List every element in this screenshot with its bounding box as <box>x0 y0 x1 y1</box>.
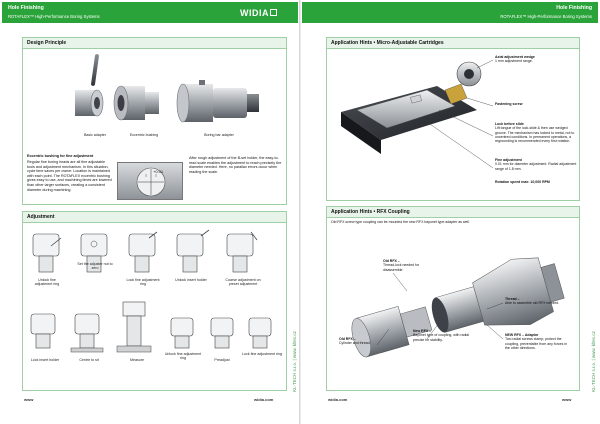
widia-logo-text: WIDIA <box>240 8 269 18</box>
note-rotation-speed-body: Rotation speed max: 10,000 RPM <box>495 180 550 184</box>
eccentric-bushing-part <box>114 86 159 120</box>
right-footer-right: www <box>562 397 572 402</box>
dial-scale-graphic <box>118 163 184 201</box>
adjustment-panel <box>22 211 287 391</box>
step-caption-6: Lock insert holder <box>30 358 60 362</box>
cartridges-title: Application Hints • Micro-Adjustable Cartridges <box>331 40 444 46</box>
label-old-rfx-thread-body: Thread-lock needed for disassemble. <box>383 263 420 272</box>
note-fine-adjustment <box>495 158 579 171</box>
eccentric-text-a: Regular fine boring heads are all fine adjustable tools and adjustment mechanism. In this situation, cycle time saves per owner. Location is maintained with each point. The ROTAFLEX eccentric bushing gives easy to use, and machining times are lowered than other larger surfaces, creating a consistent diameter during machining. <box>27 160 112 192</box>
step-caption-3: Lock fine adjustment ring <box>126 278 160 286</box>
caption-eccentric-bushing: Eccentric bushing <box>129 133 159 137</box>
basic-adapter-part <box>75 90 103 116</box>
step-caption-7: Centre to sit <box>79 358 99 362</box>
design-principle-panel <box>22 37 287 205</box>
adjustment-dial-photo <box>117 162 183 200</box>
caption-boring-bar-adapter: Boring bar adapter <box>204 133 234 137</box>
rfx-coupling-illustration <box>327 229 581 389</box>
step-caption-4: Unlock insert holder <box>175 278 207 282</box>
coupling-panel <box>326 206 580 391</box>
step-caption-5: Coarse adjustment on preset adjustment <box>225 278 261 286</box>
boring-assembly-illustration <box>23 50 288 130</box>
logo-mark-icon <box>270 9 277 16</box>
left-header-bar <box>2 2 298 23</box>
step-caption-1: Unlock fine adjustment ring <box>34 278 60 286</box>
right-side-text: KL-TECH s.r.o. | www. kltec.cz <box>591 331 596 392</box>
note-rotation-speed <box>495 180 579 184</box>
step-figure <box>249 318 271 348</box>
cartridge-illustration <box>327 50 497 190</box>
design-principle-head <box>23 38 286 49</box>
label-thread-head: Thread – <box>505 297 520 301</box>
coupling-head <box>327 207 579 218</box>
step-figure <box>211 318 233 348</box>
note-fine-adjustment-body: 0.01 mm for diameter adjustment. Radial adjustment range of 1.8 mm. <box>495 162 577 171</box>
step-figure <box>177 230 209 272</box>
adjustment-row1-figures <box>33 230 257 272</box>
left-footer-left: www <box>24 397 34 402</box>
step-caption-10: Preadjust <box>214 358 230 362</box>
label-new-rfx-adaptor-body: Two radial screws clamp; protect the coupling, preventable from any forces in the other directions. <box>505 337 568 350</box>
cartridges-head <box>327 38 579 49</box>
step-caption-9: Unlock fine adjustment ring <box>164 352 202 360</box>
label-new-rfx-bayonet-body: Bayonet type of coupling, with radial precise for stability. <box>413 333 470 342</box>
left-header-title: Hole Finishing <box>8 5 44 11</box>
label-old-rfx-cylinder-head: Old RFX – <box>339 337 356 341</box>
step-caption-11: Lock fine adjustment ring <box>242 352 282 356</box>
taper-shank <box>469 252 555 337</box>
step-caption-8: Measure <box>130 358 144 362</box>
note-fastening-screw-head: Fastening screw <box>495 102 523 106</box>
note-fastening-screw <box>495 102 577 106</box>
caption-basic-adapter: Basic adapter <box>84 133 106 137</box>
note-lock-slide-body: Lift tongue of the lock-slide & then use wedged groove. The mechanism has locked to metal, not to uncentred conditions. In permanent operations, a regrounding is recommended every first rotation. <box>495 126 575 144</box>
cartridges-panel <box>326 37 580 201</box>
step-figure <box>129 232 157 272</box>
step-figure <box>31 314 55 348</box>
screw-pin-part <box>91 54 99 86</box>
right-header-title: Hole Finishing <box>556 5 592 11</box>
adjustment-steps-illustration <box>23 226 288 386</box>
page-gutter <box>299 0 301 424</box>
note-fine-adjustment-head: Fine adjustment <box>495 158 522 162</box>
label-old-rfx-thread-head: Old RFX – <box>383 259 400 263</box>
dial-label: +0.01 <box>153 169 164 174</box>
label-new-rfx-adaptor <box>505 333 571 350</box>
note-lock-slide <box>495 122 579 143</box>
step-figure <box>33 234 61 272</box>
note-lock-slide-head: Lock before slide <box>495 122 524 126</box>
boring-bar-adapter-part <box>177 80 259 122</box>
right-footer-left: widia.com <box>328 397 348 402</box>
note-axial-wedge-head: Axial adjustment wedge <box>495 55 535 59</box>
adjustment-row2-figures <box>31 302 271 352</box>
note-axial-wedge-body: 1 mm adjustment range. <box>495 59 533 64</box>
widia-logo <box>240 8 277 18</box>
label-old-rfx-cylinder <box>339 337 387 346</box>
step-figure <box>171 318 193 348</box>
left-footer-right: widia.com <box>254 397 274 402</box>
label-old-rfx-cylinder-body: Cylinder and thread. <box>339 341 371 346</box>
right-header-subtitle: ROTAFLEX™ High-Performance Boring Systems <box>500 14 592 19</box>
label-new-rfx-bayonet <box>413 329 471 342</box>
eccentric-subheading: Eccentric bushing for fine adjustment <box>27 154 94 158</box>
left-header-subtitle: ROTAFLEX™ High-Performance Boring Systems <box>8 14 100 19</box>
label-thread-body: Able to assemble old RFX needed. <box>505 301 560 306</box>
left-side-text: KL-TECH s.r.o. | www. kltec.cz <box>292 331 297 392</box>
step-figure <box>227 232 257 272</box>
label-new-rfx-bayonet-head: New RFX – <box>413 329 432 333</box>
label-old-rfx-thread <box>383 259 435 272</box>
label-new-rfx-adaptor-head: NEW RFX – Adaptor <box>505 333 539 337</box>
note-axial-wedge <box>495 55 577 64</box>
step-figure <box>117 302 151 352</box>
coupling-intro: Old RFX screw type coupling can be mounted the new RFX bayonet type adapter as well. <box>331 220 470 224</box>
step-caption-2: Set the adjuster nut to zero <box>77 262 113 270</box>
adjustment-head <box>23 212 286 223</box>
label-thread <box>505 297 563 306</box>
adjustment-title: Adjustment <box>27 214 55 220</box>
step-figure <box>71 314 103 352</box>
design-principle-title: Design Principle <box>27 40 67 46</box>
eccentric-text-b: After rough adjustment of the B-set holder, the easy-to-read scale enables the adjustment to reach precisely the diameter needed. Here, no parallax errors occur when reading the scale. <box>189 156 282 174</box>
right-header-bar <box>302 2 598 23</box>
coupling-title: Application Hints • RFX Coupling <box>331 209 410 215</box>
